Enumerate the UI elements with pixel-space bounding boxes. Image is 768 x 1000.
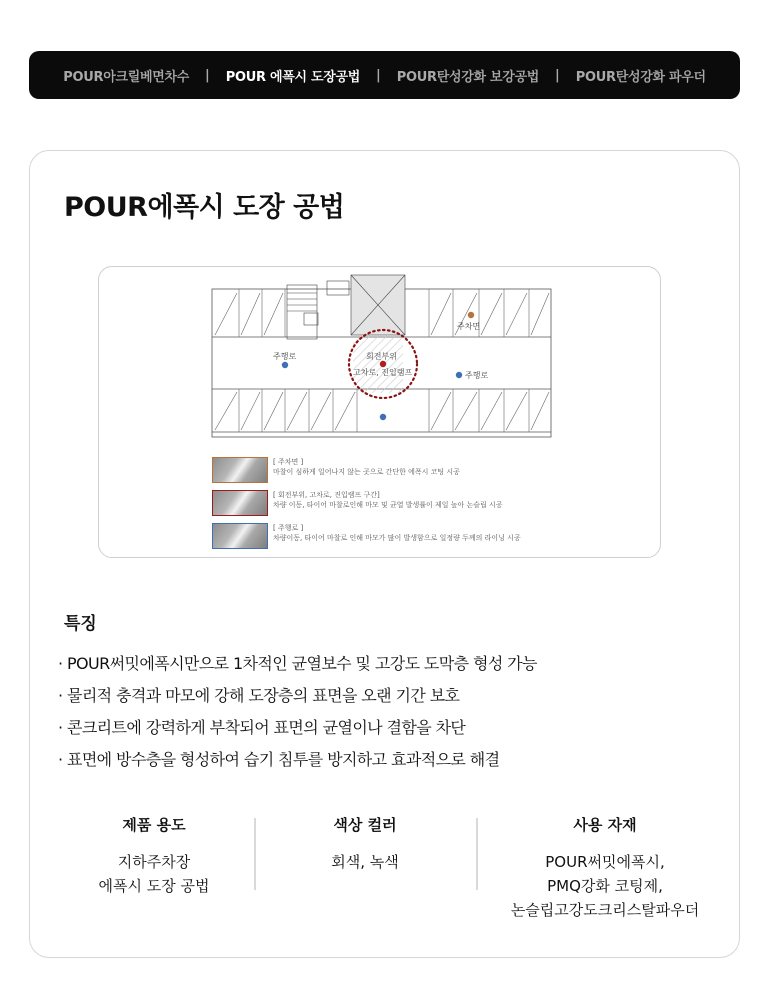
- legend-item-driveway: [212, 523, 632, 549]
- legend-desc: 차량 이동, 타이어 마찰로인해 마모 및 균열 발생률이 제일 높아 논슬립 시공: [273, 501, 503, 509]
- top-navigation: [29, 51, 740, 99]
- driveway-marker-bottom: [380, 414, 386, 420]
- spec-usage: [58, 815, 250, 898]
- label-driveway-right: 주행로: [465, 371, 489, 380]
- spec-value-line: 지하주차장: [117, 853, 191, 871]
- spec-value-line: POUR써밋에폭시,: [545, 853, 665, 871]
- legend-desc: 마찰이 심하게 일어나지 않는 곳으로 간단한 에폭시 코팅 시공: [273, 468, 460, 476]
- nav-separator: |: [205, 67, 210, 83]
- nav-item-epoxy-coating[interactable]: POUR 에폭시 도장공법: [225, 69, 360, 85]
- spec-color: [270, 815, 460, 874]
- legend-swatch-driveway: [212, 523, 268, 549]
- spec-divider: [476, 818, 478, 890]
- nav-item-elastic-powder[interactable]: POUR탄성강화 파우더: [575, 69, 706, 85]
- label-turn-zone: 회전부위: [366, 352, 397, 361]
- spec-table: [30, 815, 739, 925]
- feature-item: · 콘크리트에 강력하게 부착되어 표면의 균열이나 결함을 차단: [58, 718, 466, 737]
- label-driveway-left: 주행로: [273, 352, 297, 361]
- features-list: [58, 648, 537, 776]
- legend-item-turn: [212, 490, 632, 516]
- nav-item-acrylic[interactable]: POUR아크릴베면차수: [63, 69, 190, 85]
- bottom-parking-stalls: [215, 389, 549, 432]
- nav-separator: |: [555, 67, 560, 83]
- spec-label: 사용 자재: [573, 816, 637, 834]
- feature-item: · POUR써밋에폭시만으로 1차적인 균열보수 및 고강도 도막층 형성 가능: [58, 654, 537, 673]
- feature-item: · 표면에 방수층을 형성하여 습기 침투를 방지하고 효과적으로 해결: [58, 750, 500, 769]
- driveway-marker-right: [456, 372, 462, 378]
- legend-title: [ 주행로 ]: [273, 524, 304, 532]
- spec-divider: [254, 818, 256, 890]
- spec-label: 색상 컬러: [333, 816, 397, 834]
- legend-title: [ 주차면 ]: [273, 458, 304, 466]
- legend-desc: 차량이동, 타이어 마찰로 인해 마모가 많이 발생함으로 일정량 두께의 라이닝 시공: [273, 534, 521, 542]
- turn-marker: [380, 361, 386, 367]
- spec-label: 제품 용도: [122, 816, 186, 834]
- legend-swatch-turn: [212, 490, 268, 516]
- legend-swatch-parking: [212, 457, 268, 483]
- nav-separator: |: [376, 67, 381, 83]
- features-heading: 특징: [64, 614, 97, 634]
- driveway-marker-left: [282, 362, 288, 368]
- parking-marker: [468, 312, 474, 318]
- label-ramp: 고차로, 진입램프: [353, 368, 413, 377]
- spec-materials: [490, 815, 720, 922]
- stair-core: [287, 275, 405, 339]
- legend-title: [ 회전부위, 고차로, 진입램프 구간]: [273, 491, 380, 499]
- content-card: [29, 150, 740, 958]
- feature-item: · 물리적 충격과 마모에 강해 도장층의 표면을 오랜 기간 보호: [58, 686, 460, 705]
- spec-value-line: PMQ강화 코팅제,: [547, 877, 663, 895]
- page-title: POUR에폭시 도장 공법: [64, 192, 345, 223]
- spec-value-line: 논슬립고강도크리스탈파우더: [510, 901, 700, 919]
- nav-item-elastic-reinforcement[interactable]: POUR탄성강화 보강공법: [396, 69, 539, 85]
- floor-plan-panel: [98, 266, 661, 558]
- spec-value-line: 회색, 녹색: [331, 853, 399, 871]
- label-parking: 주차면: [457, 322, 481, 331]
- spec-value-line: 에폭시 도장 공법: [98, 877, 210, 895]
- legend-item-parking: [212, 457, 632, 483]
